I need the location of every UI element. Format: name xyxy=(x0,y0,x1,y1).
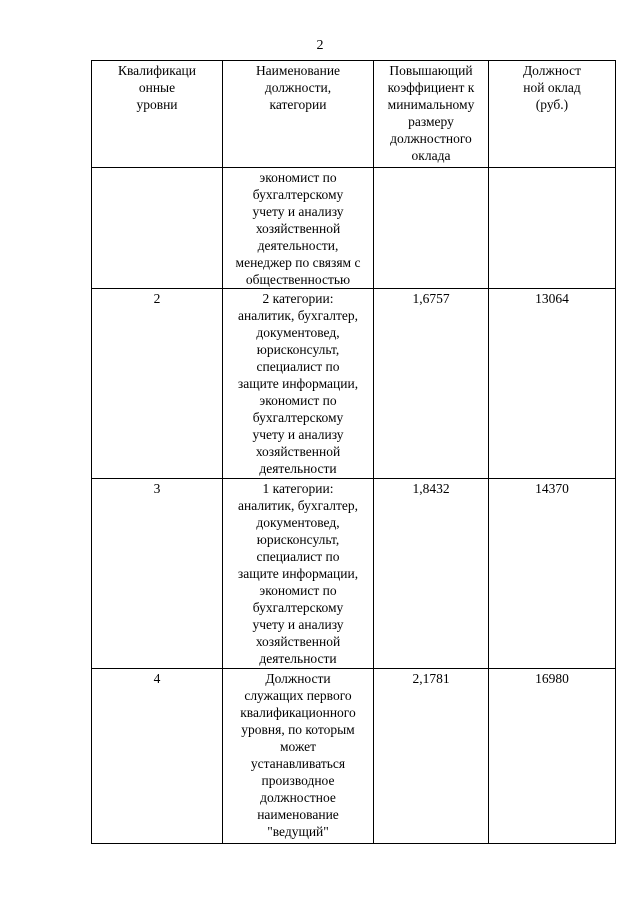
cell-coefficient: 2,1781 xyxy=(374,669,489,844)
cell-title: 2 категории: аналитик, бухгалтер, документовед, юрисконсульт, специалист по защите информации, экономист по бухгалтерскому учету и анализу хозяйственной деятельности xyxy=(223,289,374,479)
cell-level: 4 xyxy=(92,669,223,844)
cell-level: 3 xyxy=(92,479,223,669)
cell-level xyxy=(92,168,223,289)
cell-salary: 16980 xyxy=(489,669,616,844)
cell-title: 1 категории: аналитик, бухгалтер, документовед, юрисконсульт, специалист по защите информации, экономист по бухгалтерскому учету и анализу хозяйственной деятельности xyxy=(223,479,374,669)
table-row xyxy=(92,168,616,289)
cell-level: 2 xyxy=(92,289,223,479)
cell-salary xyxy=(489,168,616,289)
cell-salary: 14370 xyxy=(489,479,616,669)
header-qualification-levels: Квалификаци онные уровни xyxy=(92,61,223,168)
table-row xyxy=(92,669,616,844)
cell-coefficient xyxy=(374,168,489,289)
cell-coefficient: 1,6757 xyxy=(374,289,489,479)
cell-coefficient: 1,8432 xyxy=(374,479,489,669)
header-position-title: Наименование должности, категории xyxy=(223,61,374,168)
cell-salary: 13064 xyxy=(489,289,616,479)
cell-title: экономист по бухгалтерскому учету и анализу хозяйственной деятельности, менеджер по связям с общественностью xyxy=(223,168,374,289)
table-row xyxy=(92,479,616,669)
cell-title: Должности служащих первого квалификационного уровня, по которым может устанавливаться производное должностное наименование "ведущий" xyxy=(223,669,374,844)
page-number: 2 xyxy=(316,38,324,53)
table-row xyxy=(92,289,616,479)
table-header-row xyxy=(92,61,616,168)
header-salary: Должност ной оклад (руб.) xyxy=(489,61,616,168)
header-coefficient: Повышающий коэффициент к минимальному размеру должностного оклада xyxy=(374,61,489,168)
salary-table xyxy=(91,60,616,844)
